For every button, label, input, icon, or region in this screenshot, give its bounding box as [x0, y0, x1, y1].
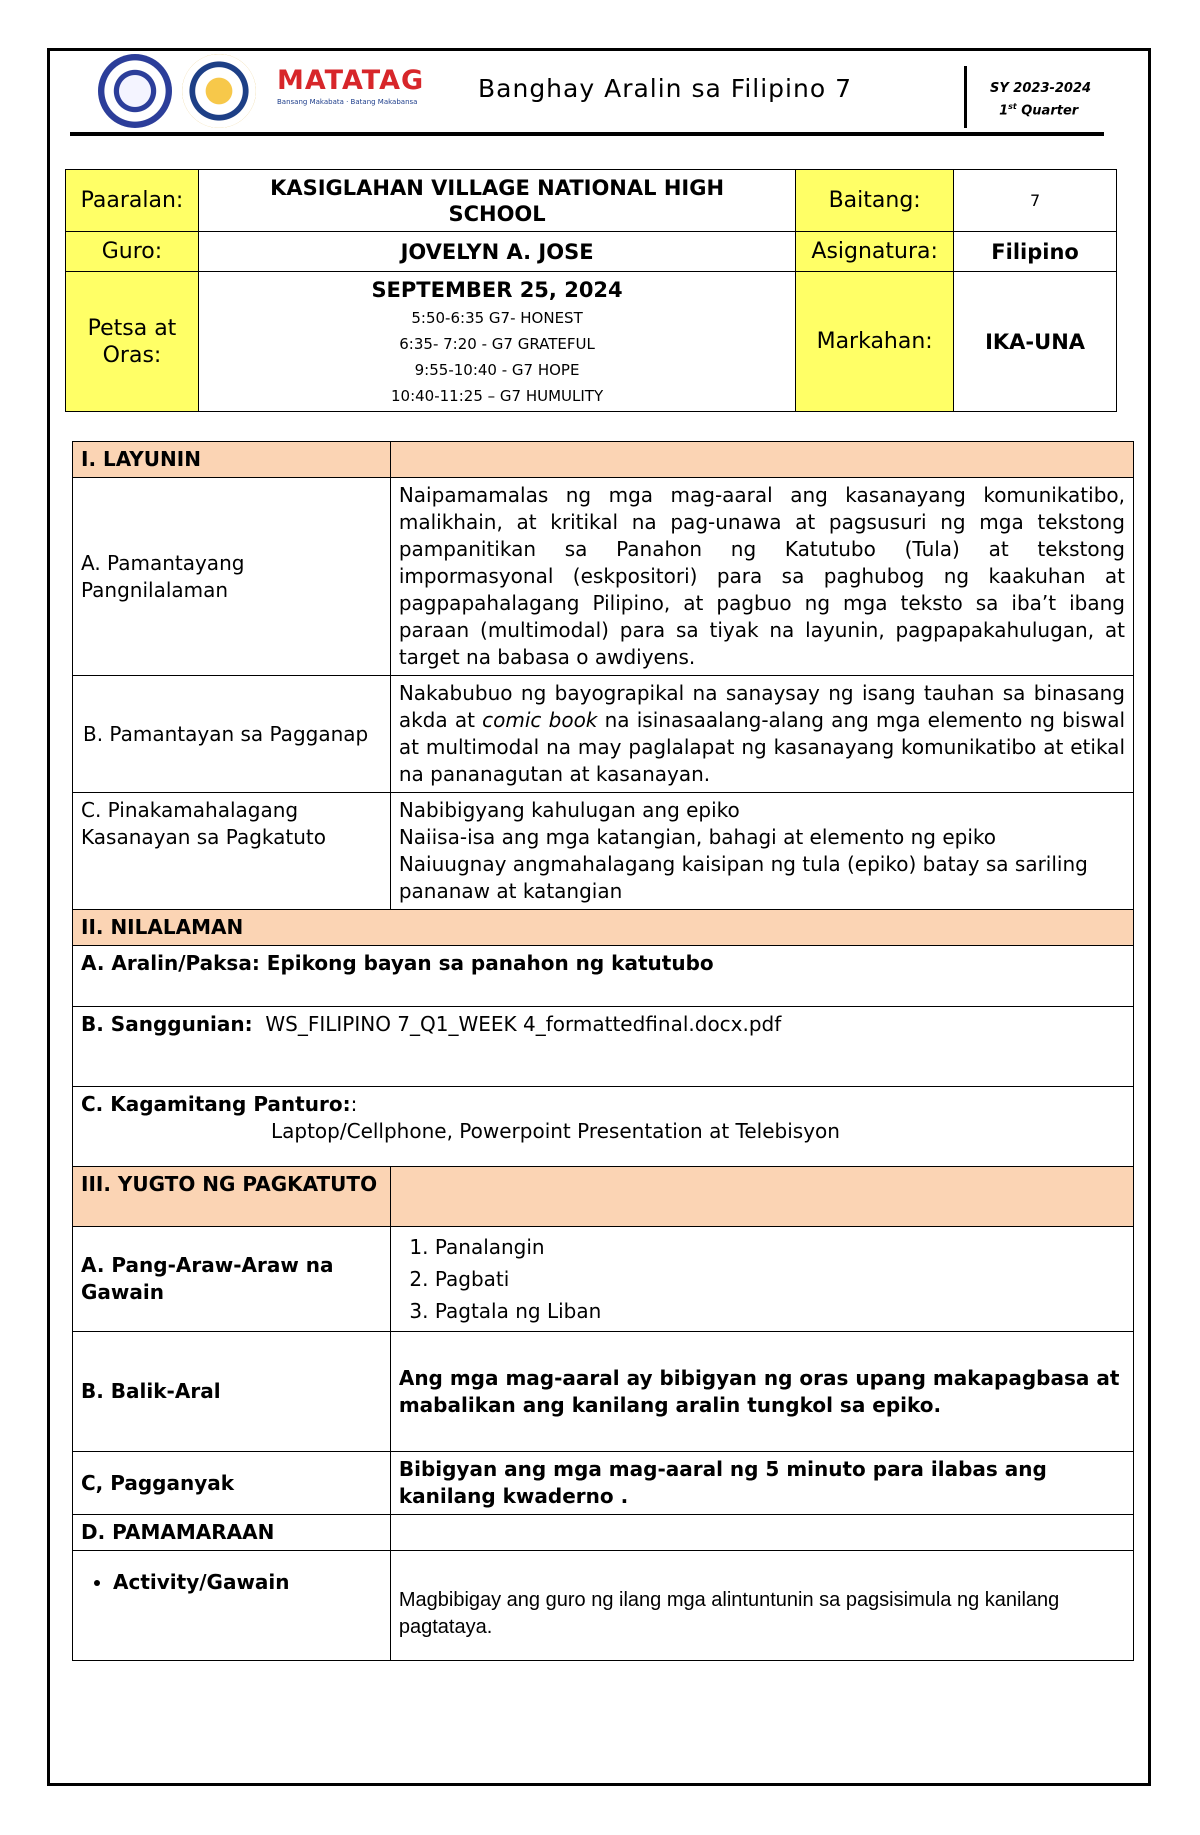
quarter	[990, 98, 1091, 120]
pagganyak-label: C, Pagganyak	[73, 1452, 391, 1515]
asignatura-label: Asignatura:	[796, 232, 954, 272]
kasanayan-item: Nabibigyang kahulugan ang epiko	[398, 798, 740, 822]
kagamitan-row	[73, 1087, 1134, 1167]
pagganap-text-part: Nakabubuo ng bayograpikal na sanaysay ng isang tauhan sa binasang akda at	[398, 681, 1125, 732]
pagganap-text-part: na isinasaalang-alang ang mga elemento ng biswal at multimodal na may paglalapat ng kasanayang komunikatibo at etikal na pananagutan at kasanayan.	[398, 708, 1126, 786]
activity-row	[73, 1551, 1134, 1661]
matatag-logo	[277, 66, 424, 106]
info-row-guro	[66, 232, 1117, 272]
school-year-block	[990, 80, 1091, 120]
pang-araw-araw-list	[390, 1227, 1133, 1332]
markahan-value: IKA-UNA	[954, 272, 1117, 412]
pamantayang-pangnilalaman-text: Naipamamalas ng mga mag-aaral ang kasanayang komunikatibo, malikhain, at kritikal na pag-unawa at pagsusuri ng mga tekstong pampanitikan sa Panahon ng Katutubo (Tula) at tekstong impormasyonal (eskpositori) para sa paghubog ng kaakuhan at pagpapahalagang Pilipino, at pagbuo ng mga teksto sa iba’t ibang paraan (multimodal) para sa tiyak na layunin, pagpapakahulugan, at target na babasa o awdiyens.	[390, 478, 1133, 676]
kagamitan-colon: :	[350, 1092, 358, 1116]
quarter-number: 1	[999, 103, 1009, 119]
sanggunian-label: B. Sanggunian:	[81, 1012, 253, 1036]
baitang-label: Baitang:	[796, 170, 954, 232]
matatag-wordmark: MATATAG	[277, 65, 425, 96]
pagganap-text-emphasis: comic book	[482, 708, 598, 732]
paaralan-value: KASIGLAHAN VILLAGE NATIONAL HIGH SCHOOL	[198, 170, 795, 232]
deped-seal-logo	[98, 54, 172, 128]
matatag-tagline: Bansang Makabata · Batang Makabansa	[277, 98, 418, 106]
activity-label: • Activity/Gawain	[113, 1569, 382, 1596]
pamantayang-pangnilalaman-label: A. Pamantayang Pangnilalaman	[73, 478, 391, 676]
pamamaraan-label: D. PAMAMARAAN	[73, 1515, 391, 1551]
pang-araw-araw-label: A. Pang-Araw-Araw na Gawain	[73, 1227, 391, 1332]
asignatura-value: Filipino	[954, 232, 1117, 272]
pamantayan-pagganap-text	[390, 676, 1133, 793]
aralin-paksa-row	[73, 946, 1134, 1007]
pagganyak-text: Bibigyan ang mga mag-aaral ng 5 minuto para ilabas ang kanilang kwaderno .	[390, 1452, 1133, 1515]
gawain-item: 3. Pagtala ng Liban	[435, 1295, 1125, 1327]
markahan-label: Markahan:	[796, 272, 954, 412]
pamamaraan-blank	[390, 1515, 1133, 1551]
balik-aral-row	[73, 1332, 1134, 1452]
pagganyak-row	[73, 1452, 1134, 1515]
guro-value: JOVELYN A. JOSE	[198, 232, 795, 272]
quarter-word: Quarter	[1021, 103, 1079, 119]
document-title: Banghay Aralin sa Filipino 7	[478, 74, 852, 103]
school-year: SY 2023-2024	[990, 81, 1092, 96]
balik-aral-label: B. Balik-Aral	[73, 1332, 391, 1452]
aralin-paksa: A. Aralin/Paksa: Epikong bayan sa panahon ng katutubo	[73, 946, 1134, 1007]
kasanayan-row	[73, 793, 1134, 910]
schedule-item: 9:55-10:40 - G7 HOPE	[414, 360, 580, 379]
header-divider	[964, 66, 967, 128]
pamantayang-pangnilalaman-row	[73, 478, 1134, 676]
pamantayan-pagganap-label: B. Pamantayan sa Pagganap	[73, 676, 391, 793]
yugto-title: III. YUGTO NG PAGKATUTO	[73, 1167, 391, 1227]
petsa-value	[198, 272, 795, 412]
sanggunian-value: WS_FILIPINO 7_Q1_WEEK 4_formattedfinal.docx.pdf	[265, 1012, 782, 1036]
kasanayan-list	[390, 793, 1133, 910]
kagamitan-value: Laptop/Cellphone, Powerpoint Presentation at Telebisyon	[271, 1119, 840, 1143]
petsa-label: Petsa at Oras:	[66, 272, 199, 412]
sanggunian	[73, 1007, 1134, 1087]
layunin-header-blank	[390, 442, 1133, 478]
baitang-value: 7	[954, 170, 1117, 232]
pang-araw-araw-row	[73, 1227, 1134, 1332]
guro-label: Guro:	[66, 232, 199, 272]
activity-text: Magbibigay ang guro ng ilang mga alintuntunin sa pagsisimula ng kanilang pagtataya.	[390, 1551, 1133, 1661]
nilalaman-title: II. NILALAMAN	[73, 910, 1134, 946]
yugto-header-row	[73, 1167, 1134, 1227]
quarter-suffix: st	[1008, 102, 1017, 111]
paaralan-label: Paaralan:	[66, 170, 199, 232]
gawain-list	[399, 1231, 1125, 1327]
sanggunian-row	[73, 1007, 1134, 1087]
activity-list	[81, 1569, 382, 1596]
layunin-title: I. LAYUNIN	[73, 442, 391, 478]
pamantayan-pagganap-row	[73, 676, 1134, 793]
schedule-item: 6:35- 7:20 - G7 GRATEFUL	[399, 334, 595, 353]
kasanayan-item: Naiisa-isa ang mga katangian, bahagi at elemento ng epiko	[398, 825, 996, 849]
kasanayan-label: C. Pinakamahalagang Kasanayan sa Pagkatuto	[73, 793, 391, 910]
schedule-item: 10:40-11:25 – G7 HUMULITY	[391, 386, 604, 405]
balik-aral-text: Ang mga mag-aaral ay bibigyan ng oras upang makapagbasa at mabalikan ang kanilang aralin tungkol sa epiko.	[390, 1332, 1133, 1452]
yugto-header-blank	[390, 1167, 1133, 1227]
gawain-item: 1. Panalangin	[435, 1231, 1125, 1263]
document-header	[70, 52, 1104, 134]
info-row-petsa	[66, 272, 1117, 412]
school-seal-logo	[182, 54, 256, 128]
gawain-item: 2. Pagbati	[435, 1263, 1125, 1295]
lesson-plan-table	[72, 441, 1134, 1661]
info-row-paaralan	[66, 170, 1117, 232]
lesson-info-table	[65, 169, 1117, 412]
header-rule	[70, 132, 1104, 136]
kagamitan-label: C. Kagamitang Panturo:	[81, 1092, 351, 1116]
nilalaman-header-row	[73, 910, 1134, 946]
kagamitan	[73, 1087, 1134, 1167]
kasanayan-item: Naiuugnay angmahalagang kaisipan ng tula (epiko) batay sa sariling pananaw at katangian	[398, 852, 1088, 903]
lesson-date: SEPTEMBER 25, 2024	[371, 277, 623, 302]
schedule-item: 5:50-6:35 G7- HONEST	[411, 308, 583, 327]
pamamaraan-row	[73, 1515, 1134, 1551]
activity-label-cell	[73, 1551, 391, 1661]
layunin-header-row	[73, 442, 1134, 478]
